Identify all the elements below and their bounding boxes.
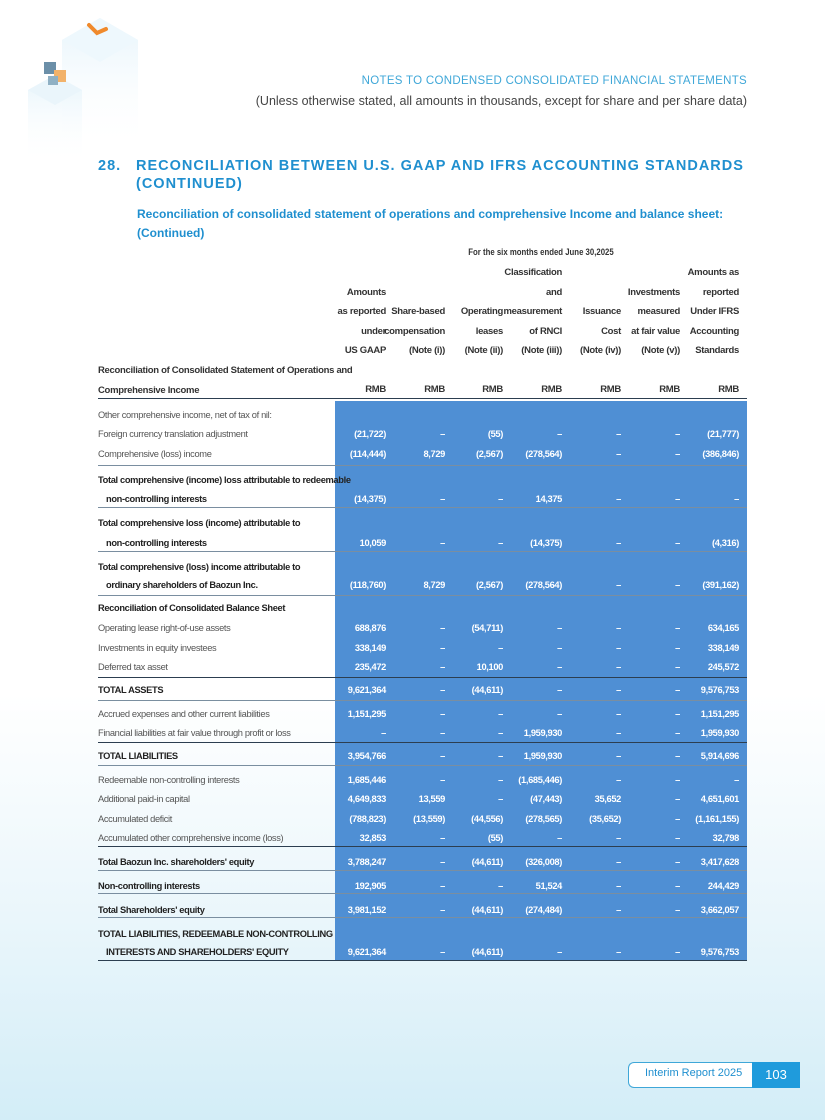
- column-header-line: (Note (iv)): [579, 345, 621, 357]
- column-header-line: Classification: [504, 267, 562, 278]
- table-row: [98, 705, 747, 725]
- cell-us-gaap: 9,621,364: [347, 685, 386, 695]
- cell-us-gaap: 4,649,833: [347, 794, 386, 804]
- column-header-line: at fair value: [631, 325, 680, 337]
- cell-fair-value: –: [675, 580, 680, 590]
- cell-share-based: –: [440, 775, 445, 785]
- cell-fair-value: –: [675, 775, 680, 785]
- cell-share-based: –: [440, 751, 445, 761]
- cell-ifrs: 9,576,753: [700, 947, 739, 957]
- row-label: TOTAL ASSETS: [98, 685, 164, 695]
- cell-issuance-cost: –: [616, 623, 621, 633]
- column-header-line: reported: [702, 286, 739, 298]
- column-header-line: of RNCI: [529, 325, 562, 337]
- cell-us-gaap: 10,059: [359, 538, 386, 548]
- column-header-line: Cost: [601, 325, 621, 337]
- cell-rnci: (278,565): [525, 814, 562, 824]
- cell-operating-leases: –: [498, 709, 503, 719]
- cell-issuance-cost: –: [616, 881, 621, 891]
- cell-share-based: 8,729: [423, 580, 445, 590]
- column-header-line: Accounting: [689, 325, 739, 337]
- cell-operating-leases: (2,567): [475, 580, 503, 590]
- column-header-ifrs: [619, 263, 739, 361]
- cell-operating-leases: (54,711): [471, 623, 503, 633]
- column-unit: RMB: [541, 384, 562, 395]
- cell-share-based: 13,559: [418, 794, 445, 804]
- row-label: Total comprehensive (income) loss attributable to redeemable: [98, 475, 351, 485]
- cell-rnci: 14,375: [535, 494, 562, 504]
- cell-ifrs: 3,417,628: [700, 857, 739, 867]
- cell-issuance-cost: –: [616, 538, 621, 548]
- row-label: Foreign currency translation adjustment: [98, 429, 248, 439]
- cell-share-based: –: [440, 833, 445, 843]
- table-row: [98, 558, 747, 578]
- column-header-line: (Note (iii)): [521, 345, 562, 357]
- table-row: [98, 943, 747, 963]
- cell-operating-leases: (44,611): [471, 685, 503, 695]
- table-row: [98, 853, 747, 873]
- cell-fair-value: –: [675, 662, 680, 672]
- row-label: Financial liabilities at fair value through profit or loss: [98, 728, 291, 738]
- column-header-line: US GAAP: [344, 345, 386, 357]
- column-header-line: Issuance: [582, 306, 621, 318]
- cell-operating-leases: –: [498, 881, 503, 891]
- row-label: ordinary shareholders of Baozun Inc.: [106, 580, 258, 590]
- section-subtitle: Reconciliation of consolidated statement of operations and comprehensive Income and balance sheet: (Continued): [137, 207, 724, 240]
- column-header-line: Investments: [627, 286, 680, 298]
- running-header: NOTES TO CONDENSED CONSOLIDATED FINANCIAL STATEMENTS: [361, 75, 747, 87]
- cell-rnci: (278,564): [525, 449, 562, 459]
- cell-share-based: 8,729: [423, 449, 445, 459]
- column-header-line: Amounts: [346, 286, 386, 298]
- column-header-line: (Note (v)): [641, 345, 680, 357]
- cell-operating-leases: (44,556): [471, 814, 503, 824]
- cell-ifrs: 244,429: [707, 881, 739, 891]
- row-label: Other comprehensive income, net of tax of nil:: [98, 410, 272, 420]
- cell-issuance-cost: –: [616, 494, 621, 504]
- cell-rnci: 1,959,930: [523, 728, 562, 738]
- cell-fair-value: –: [675, 643, 680, 653]
- section-title-text: RECONCILIATION BETWEEN U.S. GAAP AND IFRS ACCOUNTING STANDARDS (CONTINUED): [136, 158, 744, 192]
- table-row: [98, 406, 747, 426]
- row-label: Comprehensive (loss) income: [98, 449, 212, 459]
- decorative-cube-illustration: [0, 0, 140, 170]
- cell-operating-leases: (44,611): [471, 857, 503, 867]
- cell-fair-value: –: [675, 728, 680, 738]
- cell-us-gaap: (21,722): [354, 429, 386, 439]
- column-header-line: (Note (ii)): [464, 345, 503, 357]
- cell-us-gaap: 3,954,766: [347, 751, 386, 761]
- statement-heading-line-1: Reconciliation of Consolidated Statement of Operations and: [98, 365, 353, 376]
- cell-issuance-cost: –: [616, 833, 621, 843]
- cell-issuance-cost: –: [616, 775, 621, 785]
- cell-rnci: (47,443): [530, 794, 562, 804]
- cell-fair-value: –: [675, 623, 680, 633]
- cell-rnci: –: [557, 429, 562, 439]
- row-label: Investments in equity investees: [98, 643, 217, 653]
- cell-fair-value: –: [675, 538, 680, 548]
- cell-us-gaap: 1,685,446: [347, 775, 386, 785]
- cell-fair-value: –: [675, 794, 680, 804]
- table-row: [98, 790, 747, 810]
- table-row: [98, 599, 747, 619]
- cell-share-based: –: [440, 947, 445, 957]
- column-unit: RMB: [482, 384, 503, 395]
- cell-issuance-cost: –: [616, 857, 621, 867]
- cell-share-based: –: [440, 662, 445, 672]
- table-row: [98, 639, 747, 659]
- column-header-line: compensation: [384, 325, 445, 337]
- column-header-line: under: [361, 325, 386, 337]
- cell-rnci: (1,685,446): [518, 775, 562, 785]
- column-header-line: Standards: [695, 345, 739, 357]
- cell-rnci: –: [557, 833, 562, 843]
- cell-share-based: –: [440, 685, 445, 695]
- cell-operating-leases: 10,100: [476, 662, 503, 672]
- cell-us-gaap: 3,788,247: [347, 857, 386, 867]
- cell-ifrs: 1,151,295: [700, 709, 739, 719]
- table-row: [98, 576, 747, 596]
- row-label: Redeemable non-controlling interests: [98, 775, 240, 785]
- column-header-line: measurement: [503, 306, 562, 318]
- column-header-line: measured: [637, 306, 680, 318]
- cell-fair-value: –: [675, 947, 680, 957]
- cell-fair-value: –: [675, 905, 680, 915]
- cell-operating-leases: –: [498, 794, 503, 804]
- cell-fair-value: –: [675, 449, 680, 459]
- cell-operating-leases: –: [498, 751, 503, 761]
- section-title: [98, 157, 748, 193]
- cell-fair-value: –: [675, 814, 680, 824]
- cell-fair-value: –: [675, 685, 680, 695]
- cell-fair-value: –: [675, 429, 680, 439]
- cell-us-gaap: 3,981,152: [347, 905, 386, 915]
- cell-share-based: (13,559): [413, 814, 445, 824]
- row-label: TOTAL LIABILITIES, REDEEMABLE NON-CONTROLLING: [98, 929, 333, 939]
- cell-issuance-cost: –: [616, 709, 621, 719]
- cell-ifrs: (4,316): [711, 538, 739, 548]
- cell-share-based: –: [440, 538, 445, 548]
- cell-rnci: (278,564): [525, 580, 562, 590]
- cell-ifrs: 3,662,057: [700, 905, 739, 915]
- cell-fair-value: –: [675, 857, 680, 867]
- cell-share-based: –: [440, 429, 445, 439]
- table-row: [98, 771, 747, 791]
- cell-fair-value: –: [675, 709, 680, 719]
- column-header-line: (Note (i)): [408, 345, 445, 357]
- column-header-line: and: [546, 286, 562, 298]
- row-label: Operating lease right-of-use assets: [98, 623, 231, 633]
- table-row: [98, 901, 747, 921]
- cell-issuance-cost: 35,652: [594, 794, 621, 804]
- cell-issuance-cost: –: [616, 643, 621, 653]
- column-header-line: as reported: [337, 306, 386, 318]
- column-unit: RMB: [659, 384, 680, 395]
- cell-issuance-cost: –: [616, 947, 621, 957]
- cell-share-based: –: [440, 709, 445, 719]
- cell-issuance-cost: –: [616, 449, 621, 459]
- cell-us-gaap: –: [381, 728, 386, 738]
- row-label: non-controlling interests: [106, 494, 207, 504]
- cell-ifrs: 32,798: [712, 833, 739, 843]
- cell-share-based: –: [440, 623, 445, 633]
- cell-operating-leases: –: [498, 728, 503, 738]
- column-header-line: Under IFRS: [690, 306, 739, 318]
- cell-rnci: (14,375): [530, 538, 562, 548]
- cell-rnci: –: [557, 662, 562, 672]
- cell-share-based: –: [440, 728, 445, 738]
- table-row: [98, 877, 747, 897]
- table-row: [98, 534, 747, 554]
- column-unit: RMB: [424, 384, 445, 395]
- cell-issuance-cost: –: [616, 580, 621, 590]
- cell-rnci: 1,959,930: [523, 751, 562, 761]
- table-row: [98, 658, 747, 678]
- cell-operating-leases: –: [498, 775, 503, 785]
- cell-share-based: –: [440, 857, 445, 867]
- row-label: Deferred tax asset: [98, 662, 168, 672]
- cell-operating-leases: –: [498, 538, 503, 548]
- row-label: Total Baozun Inc. shareholders' equity: [98, 857, 255, 867]
- row-label: Accumulated deficit: [98, 814, 172, 824]
- row-divider: [98, 398, 747, 399]
- cell-fair-value: –: [675, 833, 680, 843]
- row-label: TOTAL LIABILITIES: [98, 751, 178, 761]
- cell-issuance-cost: –: [616, 429, 621, 439]
- table-row: [98, 681, 747, 701]
- table-row: [98, 425, 747, 445]
- table-row: [98, 724, 747, 744]
- cell-issuance-cost: (35,652): [589, 814, 621, 824]
- table-row: [98, 445, 747, 465]
- cell-us-gaap: 9,621,364: [347, 947, 386, 957]
- cell-us-gaap: 235,472: [354, 662, 386, 672]
- cell-share-based: –: [440, 905, 445, 915]
- row-label: Reconciliation of Consolidated Balance Sheet: [98, 603, 286, 613]
- cell-rnci: –: [557, 643, 562, 653]
- cell-issuance-cost: –: [616, 685, 621, 695]
- row-label: Total comprehensive (loss) income attributable to: [98, 562, 301, 572]
- cell-share-based: –: [440, 643, 445, 653]
- cell-ifrs: –: [734, 494, 739, 504]
- cell-ifrs: 5,914,696: [700, 751, 739, 761]
- table-row: [98, 471, 747, 491]
- cell-ifrs: (391,162): [702, 580, 739, 590]
- cell-issuance-cost: –: [616, 751, 621, 761]
- cell-ifrs: –: [734, 775, 739, 785]
- cell-ifrs: 338,149: [707, 643, 739, 653]
- page-number: 103: [752, 1062, 800, 1088]
- cell-operating-leases: –: [498, 643, 503, 653]
- row-label: INTERESTS AND SHAREHOLDERS' EQUITY: [106, 947, 289, 957]
- cell-fair-value: –: [675, 494, 680, 504]
- cell-operating-leases: (55): [487, 429, 503, 439]
- period-heading: For the six months ended June 30,2025: [468, 247, 614, 258]
- cell-us-gaap: 688,876: [354, 623, 386, 633]
- cell-issuance-cost: –: [616, 905, 621, 915]
- cell-operating-leases: –: [498, 494, 503, 504]
- statement-heading-line-2: Comprehensive Income: [98, 385, 200, 396]
- cell-ifrs: 1,959,930: [700, 728, 739, 738]
- cell-rnci: (326,008): [525, 857, 562, 867]
- cell-operating-leases: (2,567): [475, 449, 503, 459]
- cell-ifrs: (21,777): [707, 429, 739, 439]
- cell-us-gaap: (118,760): [349, 580, 386, 590]
- row-label: Additional paid-in capital: [98, 794, 190, 804]
- table-row: [98, 490, 747, 510]
- cell-issuance-cost: –: [616, 662, 621, 672]
- row-divider: [98, 465, 747, 466]
- cell-issuance-cost: –: [616, 728, 621, 738]
- cell-share-based: –: [440, 881, 445, 891]
- cell-rnci: –: [557, 623, 562, 633]
- table-row: [98, 829, 747, 849]
- column-unit: RMB: [718, 384, 739, 395]
- table-row: [98, 619, 747, 639]
- cell-share-based: –: [440, 494, 445, 504]
- cell-us-gaap: 32,853: [359, 833, 386, 843]
- cell-rnci: 51,524: [535, 881, 562, 891]
- column-header-line: Share-based: [391, 306, 445, 318]
- cell-rnci: –: [557, 709, 562, 719]
- cell-ifrs: 634,165: [707, 623, 739, 633]
- report-name: Interim Report 2025: [645, 1067, 743, 1079]
- table-row: [98, 810, 747, 830]
- row-label: Total Shareholders' equity: [98, 905, 205, 915]
- table-row: [98, 747, 747, 767]
- cell-ifrs: 9,576,753: [700, 685, 739, 695]
- row-label: Total comprehensive loss (income) attributable to: [98, 518, 301, 528]
- row-label: Accrued expenses and other current liabilities: [98, 709, 270, 719]
- cell-us-gaap: (114,444): [349, 449, 386, 459]
- cell-rnci: –: [557, 947, 562, 957]
- cell-operating-leases: (44,611): [471, 947, 503, 957]
- cell-us-gaap: (14,375): [354, 494, 386, 504]
- cell-ifrs: (1,161,155): [695, 814, 739, 824]
- table-row: [98, 514, 747, 534]
- units-note: (Unless otherwise stated, all amounts in thousands, except for share and per share data): [255, 94, 747, 108]
- cell-ifrs: 4,651,601: [700, 794, 739, 804]
- row-label: Accumulated other comprehensive income (loss): [98, 833, 284, 843]
- cell-operating-leases: (44,611): [471, 905, 503, 915]
- column-unit: RMB: [365, 384, 386, 395]
- cell-us-gaap: 192,905: [354, 881, 386, 891]
- cell-us-gaap: (788,823): [349, 814, 386, 824]
- cell-ifrs: (386,846): [702, 449, 739, 459]
- column-header-line: Amounts as: [687, 267, 739, 278]
- cell-us-gaap: 338,149: [354, 643, 386, 653]
- cell-rnci: –: [557, 685, 562, 695]
- column-unit: RMB: [600, 384, 621, 395]
- cell-us-gaap: 1,151,295: [347, 709, 386, 719]
- cell-fair-value: –: [675, 751, 680, 761]
- column-header-line: Operating: [460, 306, 503, 318]
- cell-fair-value: –: [675, 881, 680, 891]
- cell-operating-leases: (55): [487, 833, 503, 843]
- column-header-line: leases: [475, 325, 503, 337]
- section-number: 28.: [98, 158, 122, 174]
- cell-rnci: (274,484): [525, 905, 562, 915]
- table-row: [98, 925, 747, 945]
- cell-ifrs: 245,572: [707, 662, 739, 672]
- row-label: Non-controlling interests: [98, 881, 200, 891]
- row-label: non-controlling interests: [106, 538, 207, 548]
